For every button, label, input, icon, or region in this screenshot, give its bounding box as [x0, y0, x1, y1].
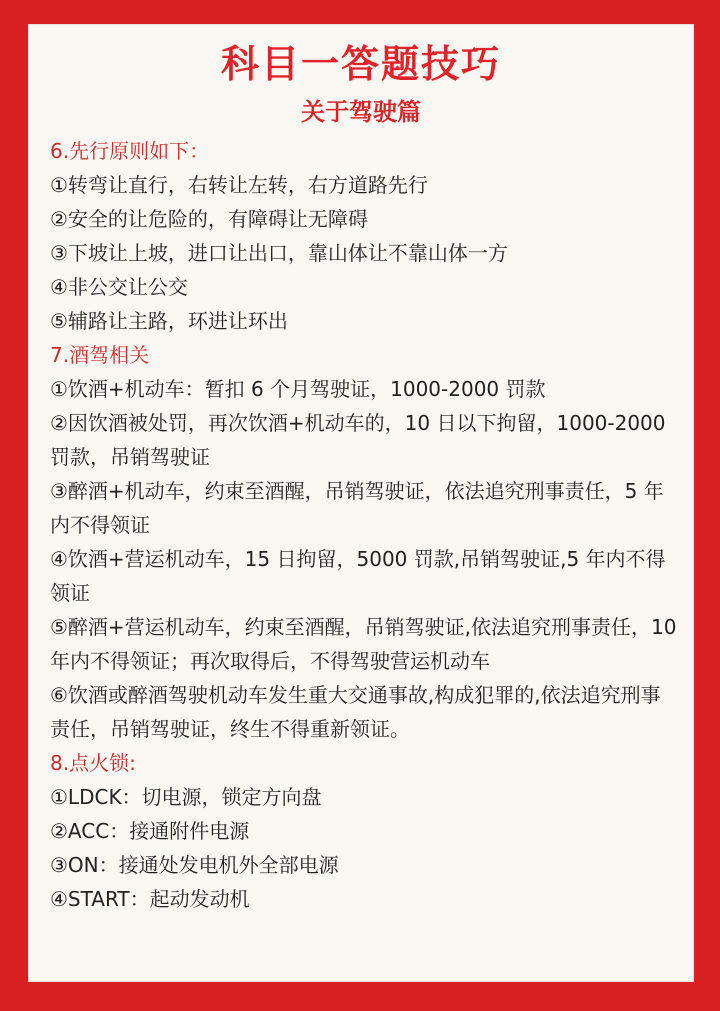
section-ignition-lock	[50, 746, 680, 916]
page-title: 科目一答题技巧	[220, 41, 501, 86]
list-item: ⑤醉酒+营运机动车，约束至酒醒，吊销驾驶证,依法追究刑事责任，10 年内不得领证；再次取得后，不得驾驶营运机动车	[50, 615, 677, 673]
list-item: ③下坡让上坡，进口让出口，靠山体让不靠山体一方	[50, 241, 508, 265]
list-item: ④非公交让公交	[50, 275, 188, 299]
section-heading: 8.点火锁:	[50, 751, 136, 775]
section-right-of-way	[50, 134, 680, 338]
section-drunk-driving	[50, 338, 680, 746]
section-heading: 6.先行原则如下：	[50, 139, 210, 163]
list-item: ③醉酒+机动车，约束至酒醒，吊销驾驶证，依法追究刑事责任，5 年内不得领证	[50, 479, 664, 537]
list-item: ⑤辅路让主路，环进让环出	[50, 309, 288, 333]
list-item: ③ON：接通处发电机外全部电源	[50, 853, 339, 877]
list-item: ④饮酒+营运机动车，15 日拘留，5000 罚款,吊销驾驶证,5 年内不得领证	[50, 547, 666, 605]
list-item: ⑥饮酒或醉酒驾驶机动车发生重大交通事故,构成犯罪的,依法追究刑事责任，吊销驾驶证，终生不得重新领证。	[50, 683, 661, 741]
list-item: ①饮酒+机动车：暂扣 6 个月驾驶证，1000-2000 罚款	[50, 377, 546, 401]
list-item: ②ACC：接通附件电源	[50, 819, 250, 843]
content-card	[28, 24, 694, 982]
list-item: ②安全的让危险的，有障碍让无障碍	[50, 207, 368, 231]
list-item: ①转弯让直行，右转让左转，右方道路先行	[50, 173, 428, 197]
list-item: ②因饮酒被处罚，再次饮酒+机动车的，10 日以下拘留，1000-2000 罚款，吊销驾驶证	[50, 411, 666, 469]
page-subtitle: 关于驾驶篇	[301, 97, 421, 126]
content-body	[50, 134, 680, 916]
list-item: ①LDCK：切电源，锁定方向盘	[50, 785, 322, 809]
list-item: ④START：起动发动机	[50, 887, 250, 911]
section-heading: 7.酒驾相关	[50, 343, 150, 367]
